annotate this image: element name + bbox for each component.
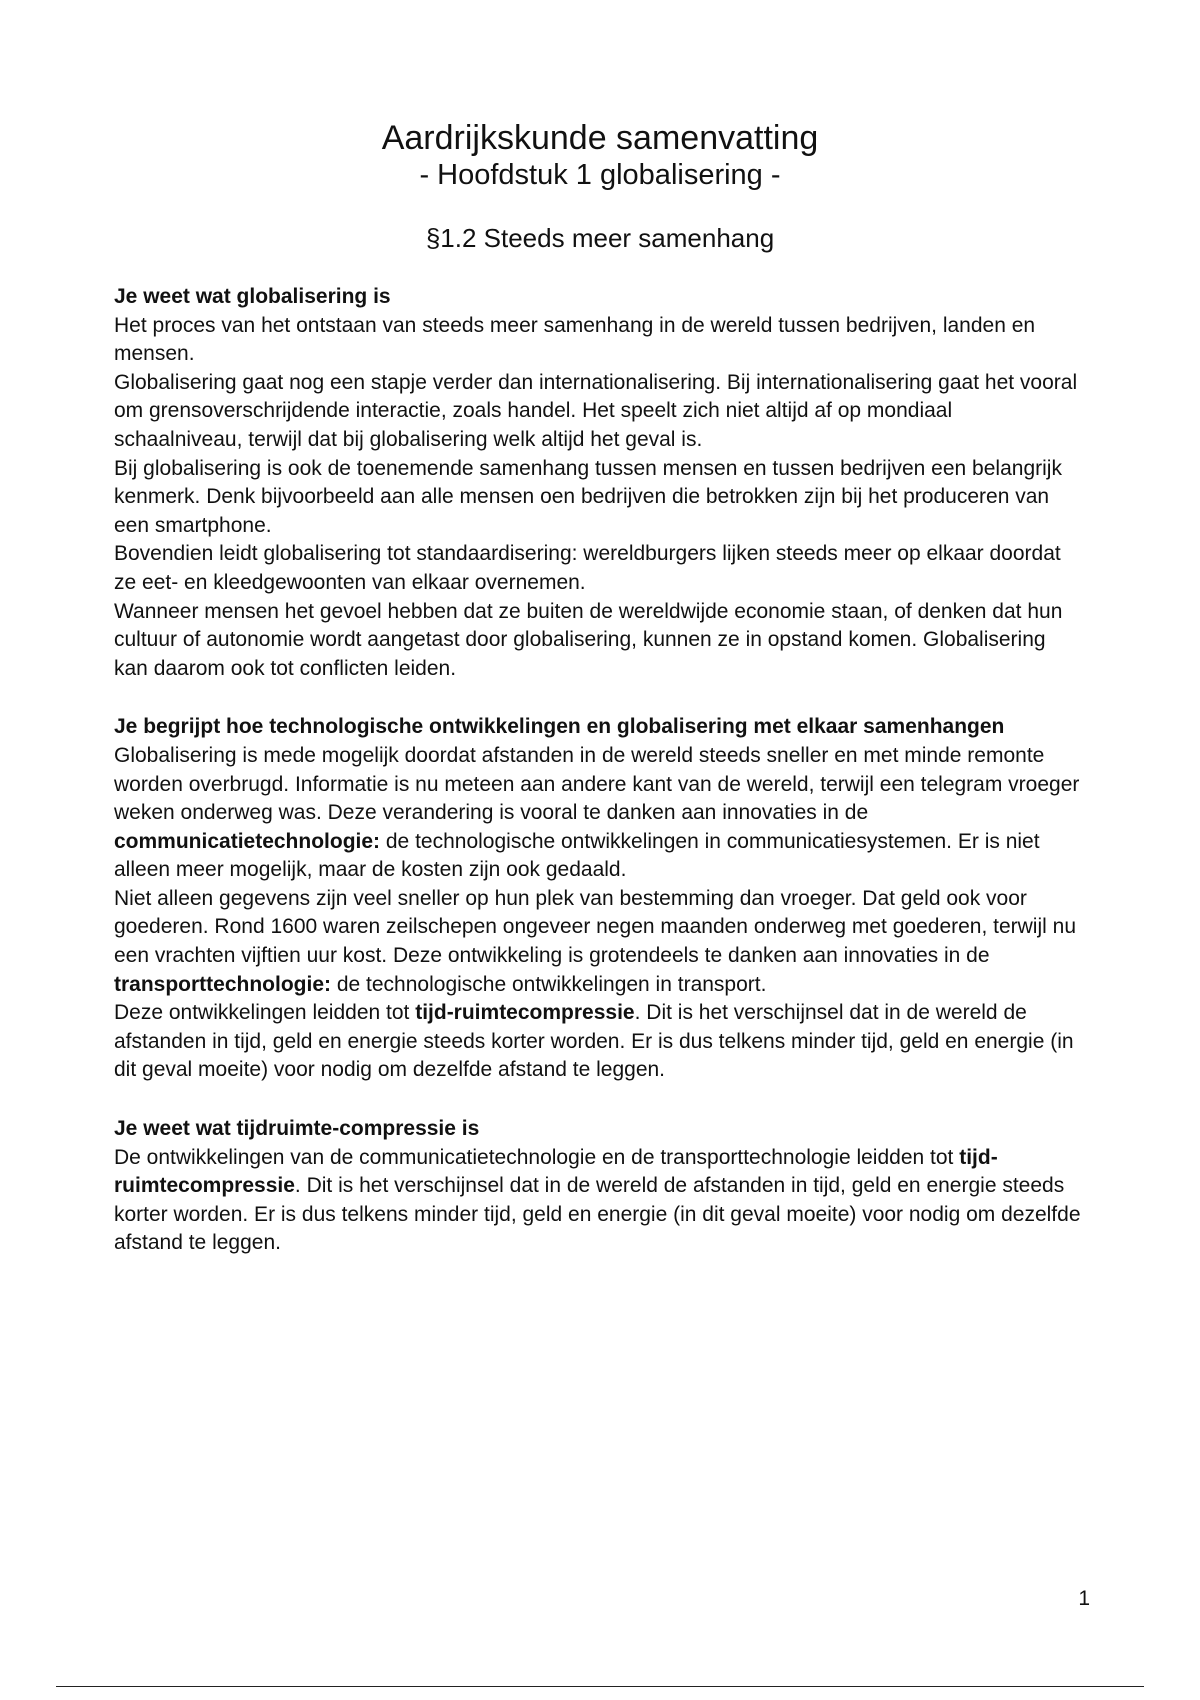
section-heading: Je begrijpt hoe technologische ontwikkelingen en globalisering met elkaar samenhangen <box>114 715 1005 739</box>
content-section <box>114 283 1084 683</box>
text-run: . Dit is het verschijnsel dat in de wereld de afstanden in tijd, geld en energie steeds korter worden. Er is dus telkens minder tijd, geld en energie (in dit geval moeite) voor nodig om dezelfde afstand te leggen. <box>114 1174 1081 1255</box>
text-run: Het proces van het ontstaan van steeds meer samenhang in de wereld tussen bedrijven, landen en mensen. <box>114 313 1036 366</box>
text-run: Bovendien leidt globalisering tot standaardisering: wereldburgers lijken steeds meer op elkaar doordat ze eet- en kleedgewoonten van elkaar overnemen. <box>114 542 1061 594</box>
body-paragraph <box>114 312 1084 369</box>
key-term: tijd-ruimtecompressie <box>114 1145 998 1198</box>
text-run: Deze ontwikkelingen leidden tot <box>114 1001 416 1025</box>
section-title: §1.2 Steeds meer samenhang <box>425 223 775 253</box>
text-run: Globalisering gaat nog een stapje verder dan internationalisering. Bij internationalisering gaat het vooral om grensoverschrijdende interactie, zoals handel. Het speelt zich niet altijd af op mondiaal schaalniveau, terwijl dat bij globalisering welk altijd het geval is. <box>114 370 1078 451</box>
content-section <box>114 1115 1084 1258</box>
key-term: transporttechnologie: <box>114 972 332 996</box>
body-paragraph <box>114 598 1084 684</box>
text-run: Bij globalisering is ook de toenemende samenhang tussen mensen en tussen bedrijven een belangrijk kenmerk. Denk bijvoorbeeld aan alle mensen oen bedrijven die betrokken zijn bij het produceren van een smartphone. <box>114 456 1062 537</box>
key-term: communicatietechnologie: <box>114 829 381 853</box>
content-section <box>114 713 1084 1085</box>
body-paragraph <box>114 742 1084 885</box>
text-run: . Dit is het verschijnsel dat in de wereld de afstanden in tijd, geld en energie steeds korter worden. Er is dus telkens minder tijd, geld en energie (in dit geval moeite) voor nodig om dezelfde afstand te leggen. <box>114 1001 1074 1082</box>
document-title: Aardrijkskunde samenvatting <box>381 119 819 157</box>
text-run: Niet alleen gegevens zijn veel sneller op hun plek van bestemming dan vroeger. Dat geld ook voor goederen. Rond 1600 waren zeilschepen ongeveer negen maanden onderweg met goederen, terwijl nu een vrachten vijftien uur kost. Deze ontwikkeling is grotendeels te danken aan innovaties in de <box>114 886 1077 968</box>
page-number: 1 <box>1078 1587 1090 1610</box>
body-paragraph <box>114 1144 1084 1258</box>
document-body <box>114 283 1084 1288</box>
text-run: de technologische ontwikkelingen in communicatiesystemen. Er is niet alleen meer mogelijk, maar de kosten zijn ook gedaald. <box>114 829 1040 882</box>
footer-divider <box>56 1686 1144 1687</box>
text-run: Globalisering is mede mogelijk doordat afstanden in de wereld steeds sneller en met minde remonte worden overbrugd. Informatie is nu meteen aan andere kant van de wereld, terwijl een telegram vroeger weken onderweg was. Deze verandering is vooral te danken aan innovaties in de <box>114 743 1080 825</box>
body-paragraph <box>114 885 1084 999</box>
text-run: De ontwikkelingen van de communicatietechnologie en de transporttechnologie leidden tot <box>114 1145 960 1169</box>
text-run: Wanneer mensen het gevoel hebben dat ze buiten de wereldwijde economie staan, of denken dat hun cultuur of autonomie wordt aangetast door globalisering, kunnen ze in opstand komen. Globalisering kan daarom ook tot conflicten leiden. <box>114 599 1063 680</box>
body-paragraph <box>114 455 1084 541</box>
text-run: de technologische ontwikkelingen in transport. <box>331 972 767 996</box>
body-paragraph <box>114 540 1084 597</box>
document-subtitle: - Hoofdstuk 1 globalisering - <box>419 159 781 191</box>
section-heading: Je weet wat tijdruimte-compressie is <box>114 1117 480 1141</box>
key-term: tijd-ruimtecompressie <box>415 1001 635 1025</box>
section-heading: Je weet wat globalisering is <box>114 285 391 308</box>
body-paragraph <box>114 369 1084 455</box>
body-paragraph <box>114 999 1084 1085</box>
